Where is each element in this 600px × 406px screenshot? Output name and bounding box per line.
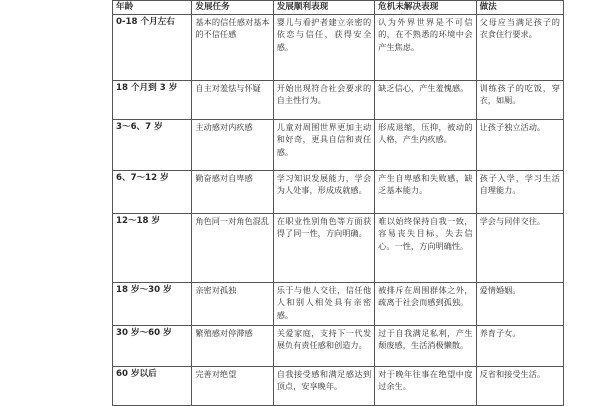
crisis-cell: 难以始终保持自我一致，容易丧失目标，失去信心。一性，方向明确性。 (375, 213, 476, 282)
header-task: 发展任务 (192, 1, 273, 15)
good-cell: 儿童对周围世界更加主动和好奇，更具自信和责任感。 (273, 119, 374, 170)
table-row (113, 366, 564, 405)
method-cell: 学会与同伴交往。 (476, 213, 563, 282)
header-good: 发展顺利表现 (273, 1, 374, 15)
method-cell: 养育子女。 (476, 325, 563, 366)
task-cell: 角色同一对角色混乱 (192, 213, 273, 282)
crisis-cell: 认为外界世界是不可信的，在不熟悉的环境中会产生焦虑。 (375, 14, 476, 80)
table-row (113, 325, 564, 366)
age-cell: 12～18 岁 (113, 213, 192, 282)
method-cell: 父母应当满足孩子的衣食住行要求。 (476, 14, 563, 80)
crisis-cell: 产生自卑感和失败感，缺乏基本能力。 (375, 170, 476, 213)
task-cell: 主动感对内疚感 (192, 119, 273, 170)
header-age: 年龄 (113, 1, 192, 15)
method-cell: 孩子入学，学习生活自理能力。 (476, 170, 563, 213)
age-cell: 18 个月到 3 岁 (113, 80, 192, 119)
crisis-cell: 被排斥在周围群体之外，疏离于社会而感到孤独。 (375, 282, 476, 325)
good-cell: 关爱家庭，支持下一代发展负有责任感和创造力。 (273, 325, 374, 366)
table-header-row (113, 1, 564, 15)
good-cell: 开始出现符合社会要求的自主性行为。 (273, 80, 374, 119)
task-cell: 自主对羞怯与怀疑 (192, 80, 273, 119)
table-row (113, 213, 564, 282)
task-cell: 完善对绝望 (192, 366, 273, 405)
age-cell: 6、7～12 岁 (113, 170, 192, 213)
table-row (113, 14, 564, 80)
task-cell: 基本的信任感对基本的不信任感 (192, 14, 273, 80)
good-cell: 自我接受感和满足感达到顶点，安享晚年。 (273, 366, 374, 405)
age-cell: 60 岁以后 (113, 366, 192, 405)
method-cell: 爱情婚姻。 (476, 282, 563, 325)
table-row (113, 80, 564, 119)
age-cell: 3～6、7 岁 (113, 119, 192, 170)
crisis-cell: 过于自我满足私利，产生颓废感，生活消极懒散。 (375, 325, 476, 366)
crisis-cell: 对于晚年往事在绝望中度过余生。 (375, 366, 476, 405)
good-cell: 婴儿与看护者建立亲密的依恋与信任，获得安全感。 (273, 14, 374, 80)
table-row (113, 119, 564, 170)
method-cell: 反省和接受生活。 (476, 366, 563, 405)
table-row (113, 282, 564, 325)
good-cell: 学习知识发展能力，学会为人处事，形成成就感。 (273, 170, 374, 213)
development-stages-table (112, 0, 564, 406)
header-crisis: 危机未解决表现 (375, 1, 476, 15)
crisis-cell: 形成退缩，压抑，被动的人格，产生内疚感。 (375, 119, 476, 170)
method-cell: 让孩子独立活动。 (476, 119, 563, 170)
age-cell: 30 岁～60 岁 (113, 325, 192, 366)
method-cell: 训练孩子的吃饭，穿衣，如厕。 (476, 80, 563, 119)
task-cell: 亲密对孤独 (192, 282, 273, 325)
task-cell: 繁殖感对停滞感 (192, 325, 273, 366)
header-method: 做法 (476, 1, 563, 15)
table-row (113, 170, 564, 213)
development-stages-table-image (112, 0, 564, 400)
good-cell: 乐于与他人交往，信任他人和别人相处具有亲密感。 (273, 282, 374, 325)
age-cell: 18 岁～30 岁 (113, 282, 192, 325)
age-cell: 0-18 个月左右 (113, 14, 192, 80)
task-cell: 勤奋感对自卑感 (192, 170, 273, 213)
crisis-cell: 缺乏信心，产生羞愧感。 (375, 80, 476, 119)
good-cell: 在职业性别角色等方面获得了同一性，方向明确。 (273, 213, 374, 282)
